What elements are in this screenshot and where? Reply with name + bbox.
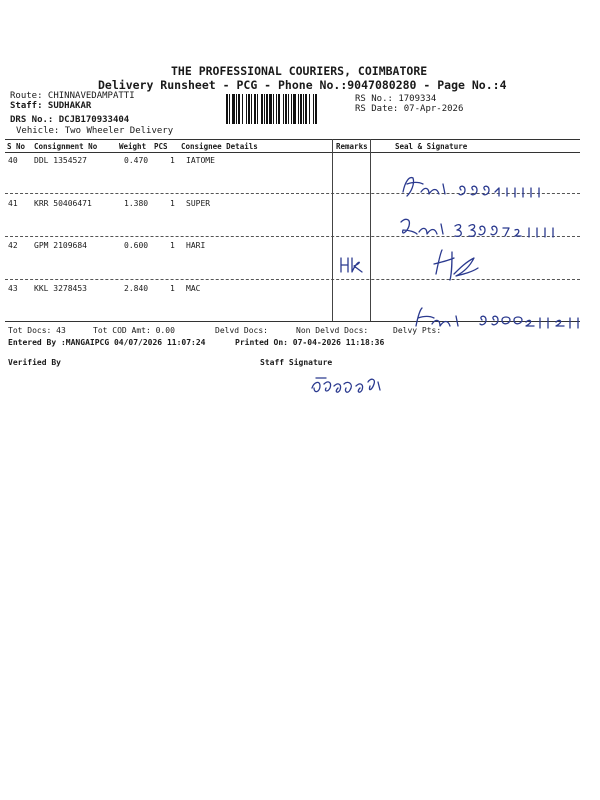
barcode-bar <box>313 94 314 124</box>
row-consignee: MAC <box>186 284 201 293</box>
rs-date: RS Date: 07-Apr-2026 <box>355 104 464 114</box>
row-pcs: 1 <box>170 199 175 208</box>
row-weight: 0.600 <box>124 241 149 250</box>
barcode-bar <box>305 94 307 124</box>
row-sno: 43 <box>8 284 18 293</box>
row-sno: 41 <box>8 199 18 208</box>
barcode-bar <box>298 94 299 124</box>
barcode-bar <box>257 94 258 124</box>
row-sno: 40 <box>8 156 18 165</box>
row-sno: 42 <box>8 241 18 250</box>
barcode-bar <box>264 94 265 124</box>
row-weight: 1.380 <box>124 199 149 208</box>
remarks-column-right-border <box>370 139 371 321</box>
barcode-bar <box>254 94 256 124</box>
barcode-bar <box>238 94 240 124</box>
staff-label: Staff: SUDHAKAR <box>10 101 92 111</box>
col-header-pcs: PCS <box>154 142 168 151</box>
col-header-seal-signature: Seal & Signature <box>395 142 468 151</box>
row-weight: 2.840 <box>124 284 149 293</box>
barcode-bar <box>278 94 280 124</box>
row-pcs: 1 <box>170 241 175 250</box>
col-header-sno: S No <box>7 142 26 151</box>
barcode-bar <box>236 94 237 124</box>
barcode-bar <box>248 94 250 124</box>
barcode-bar <box>276 94 277 124</box>
barcode-bar <box>300 94 302 124</box>
total-cod-amount: Tot COD Amt: 0.00 <box>93 326 175 335</box>
barcode-bar <box>309 94 310 124</box>
barcode-bar <box>273 94 274 124</box>
table-header-rule <box>5 152 580 153</box>
col-header-consignment: Consignment No <box>34 142 98 151</box>
col-header-consignee: Consignee Details <box>181 142 258 151</box>
row-weight: 0.470 <box>124 156 149 165</box>
row-pcs: 1 <box>170 156 175 165</box>
delivered-docs: Delvd Docs: <box>215 326 268 335</box>
row-consignment-no: DDL 1354527 <box>34 156 87 165</box>
barcode-bar <box>261 94 263 124</box>
handwritten-remark-row-42 <box>338 254 370 276</box>
barcode-bar <box>283 94 284 124</box>
barcode-bar <box>246 94 247 124</box>
barcode-bar <box>266 94 268 124</box>
staff-handwritten-signature <box>308 374 388 402</box>
col-header-remarks: Remarks <box>336 142 368 151</box>
remarks-column-left-border <box>332 139 333 321</box>
row-consignment-no: GPM 2109684 <box>34 241 87 250</box>
handwritten-initials-row-42 <box>430 244 486 284</box>
barcode-bar <box>288 94 289 124</box>
vehicle-label: Vehicle: Two Wheeler Delivery <box>16 126 174 136</box>
barcode-bar <box>293 94 296 124</box>
barcode-bar <box>285 94 287 124</box>
rs-number: RS No.: 1709334 <box>355 94 437 104</box>
verified-by-label: Verified By <box>8 358 61 367</box>
barcode-bar <box>232 94 235 124</box>
barcode-bar <box>242 94 243 124</box>
row-pcs: 1 <box>170 284 175 293</box>
handwritten-signature-row-41 <box>395 210 585 244</box>
entered-by: Entered By :MANGAIPCG 04/07/2026 11:07:24 <box>8 338 206 347</box>
row-divider <box>5 279 580 280</box>
staff-signature-label: Staff Signature <box>260 358 333 367</box>
barcode-image <box>226 94 352 124</box>
runsheet-subtitle: Delivery Runsheet - PCG - Phone No.:9047080280 - Page No.:4 <box>98 78 507 92</box>
barcode-bar <box>269 94 272 124</box>
non-delivered-docs: Non Delvd Docs: <box>296 326 369 335</box>
row-consignment-no: KRR 50406471 <box>34 199 92 208</box>
row-consignee: HARI <box>186 241 206 250</box>
company-name: THE PROFESSIONAL COURIERS, COIMBATORE <box>171 64 428 78</box>
handwritten-signature-row-40 <box>395 170 585 204</box>
col-header-weight: Weight <box>119 142 147 151</box>
barcode-bar <box>291 94 292 124</box>
drs-number: DRS No.: DCJB170933404 <box>10 115 130 125</box>
printed-on: Printed On: 07-04-2026 11:18:36 <box>235 338 385 347</box>
row-consignee: SUPER <box>186 199 211 208</box>
barcode-bar <box>251 94 252 124</box>
route-label: Route: CHINNAVEDAMPATTI <box>10 91 135 101</box>
barcode-bar <box>226 94 228 124</box>
table-top-rule <box>5 139 580 140</box>
delivery-points: Delvy Pts: <box>393 326 442 335</box>
barcode-bar <box>229 94 230 124</box>
row-consignment-no: KKL 3278453 <box>34 284 87 293</box>
barcode-bar <box>303 94 304 124</box>
row-consignee: IATOME <box>186 156 215 165</box>
barcode-bar <box>315 94 317 124</box>
total-docs: Tot Docs: 43 <box>8 326 66 335</box>
